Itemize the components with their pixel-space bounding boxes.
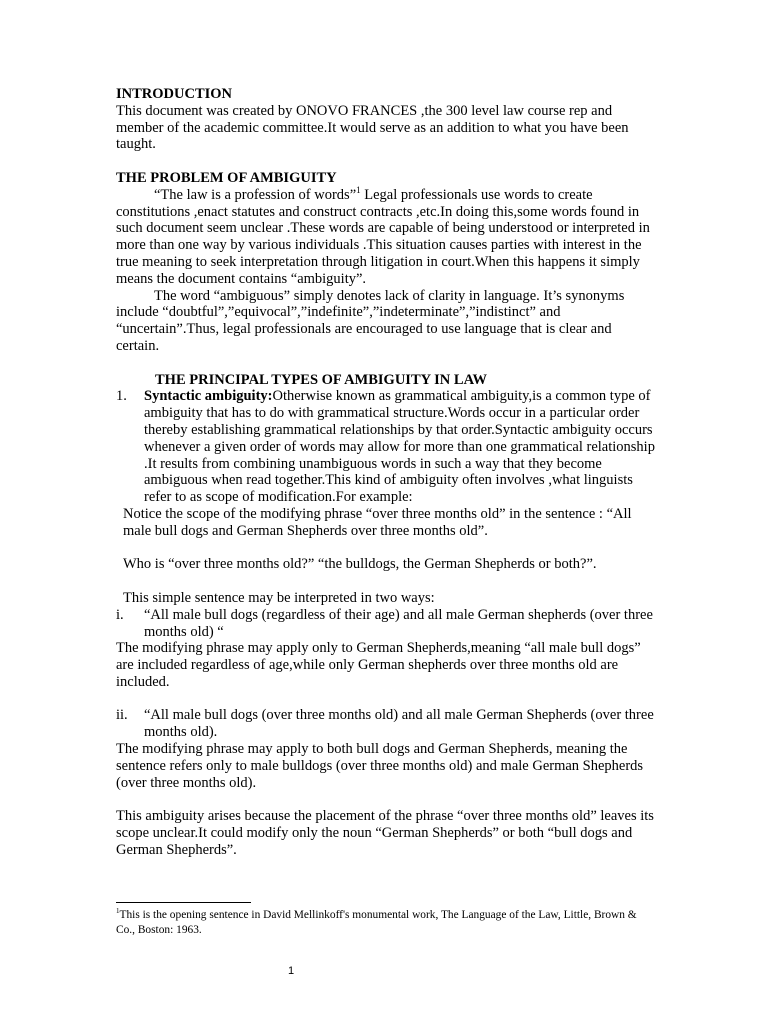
list-item-ii xyxy=(116,707,656,741)
item-i-explanation: The modifying phrase may apply only to German Shepherds,meaning “all male bull dogs” are included regardless of age,while only German shepherds over three months old are included. xyxy=(116,640,641,690)
problem-heading: THE PROBLEM OF AMBIGUITY xyxy=(116,169,337,186)
item-number-i: i. xyxy=(116,606,124,623)
problem-paragraph-1 xyxy=(116,184,656,288)
notice-paragraph: Notice the scope of the modifying phrase “over three months old” in the sentence : “All male bull dogs and German Shepherds over three months old”. xyxy=(123,505,632,539)
item-number-ii: ii. xyxy=(116,707,128,724)
two-ways-paragraph: This simple sentence may be interpreted in two ways: xyxy=(123,589,435,606)
item-ii-explanation: The modifying phrase may apply to both bull dogs and German Shepherds, meaning the sentence refers only to male bulldogs (over three months old) and male German Shepherds (over three months old). xyxy=(116,741,644,791)
intro-paragraph: This document was created by ONOVO FRANCES ,the 300 level law course rep and member of the academic committee.It would serve as an addition to what you have been taught. xyxy=(116,102,629,153)
item-ii-text: “All male bull dogs (over three months old) and all male German Shepherds (over three months old). xyxy=(144,707,654,741)
question-paragraph: Who is “over three months old?” “the bulldogs, the German Shepherds or both?”. xyxy=(123,556,597,573)
footnote xyxy=(116,908,656,938)
footnote-separator xyxy=(116,902,251,903)
intro-heading: INTRODUCTION xyxy=(116,86,233,102)
syntactic-title: Syntactic ambiguity: xyxy=(144,388,273,405)
footnote-marker: 1 xyxy=(116,907,120,916)
list-item-i xyxy=(116,607,656,641)
problem-paragraph-2: The word “ambiguous” simply denotes lack of clarity in language. It’s synonyms include “doubtful”,”equivocal”,”indefinite”,”indeterminate”,”indistinct” and “uncertain”.Thus, legal professionals are encouraged to use language that is clear and certain. xyxy=(116,287,625,354)
list-item-syntactic xyxy=(116,388,656,506)
page-number: 1 xyxy=(288,965,295,977)
item-number: 1. xyxy=(116,388,127,405)
footnote-text: This is the opening sentence in David Mellinkoff's monumental work, The Language of the Law, Little, Brown & Co., Boston: 1963. xyxy=(116,909,637,936)
problem-paragraph-1-rest: Legal professionals use words to create constitutions ,enact statutes and construct contracts ,etc.In doing this,some words found in such document seem unclear .These words are capable of being understood or interpreted in more than one way by various individuals .This situation causes parties with interest in the true meaning to seek interpretation through litigation in court.When this happens it simply means the document contains “ambiguity”. xyxy=(116,186,650,287)
syntactic-text: Otherwise known as grammatical ambiguity,is a common type of ambiguity that has to do with grammatical structure.Words occur in a particular order thereby establishing grammatical relationships by that order.Syntactic ambiguity occurs whenever a given order of words may allow for more than one grammatical relationship .It results from combining unambiguous words in such a way that they become ambiguous when read together.This kind of ambiguity often involves ,what linguists refer to as scope of modification.For example: xyxy=(144,388,655,506)
principal-heading: THE PRINCIPAL TYPES OF AMBIGUITY IN LAW xyxy=(155,371,487,388)
document-body xyxy=(116,86,656,859)
law-quote: “The law is a profession of words” xyxy=(154,186,357,203)
conclusion-paragraph: This ambiguity arises because the placement of the phrase “over three months old” leaves its scope unclear.It could modify only the noun “German Shepherds” or both “bull dogs and German Shepherds”. xyxy=(116,808,654,858)
footnote-ref: 1 xyxy=(356,184,361,195)
syntactic-paragraph xyxy=(144,388,656,506)
item-i-text: “All male bull dogs (regardless of their age) and all male German shepherds (over three months old) “ xyxy=(144,606,653,640)
